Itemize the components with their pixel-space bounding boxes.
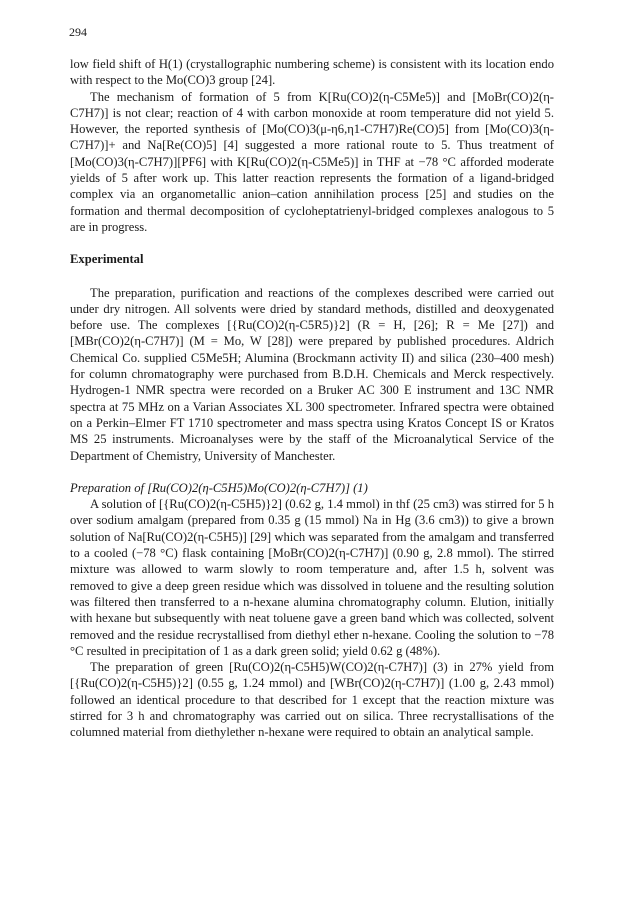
paragraph-experimental: The preparation, purification and reactions of the complexes described were carried out under dry nitrogen. All solvents were dried by standard methods, distilled and deoxygenated before use. The complexes [{Ru(CO)2(η-C5R5)}2] (R = H, [26]; R = Me [27]) and [MBr(CO)2(η-C7H7)] (M = Mo, W [28]) were prepared by published procedures. Aldrich Chemical Co. supplied C5Me5H; Alumina (Brockmann activity II) and silica (230–400 mesh) for column chromatography were purchased from B.D.H. Chemicals and Merck respectively. Hydrogen-1 NMR spectra were recorded on a Bruker AC 300 E instrument and 13C NMR spectra at 75 MHz on a Varian Associates XL 300 spectrometer. Infrared spectra were obtained on a Perkin–Elmer FT 1710 spectrometer and mass spectra using Kratos Concept IS or Kratos MS 25 instruments. Microanalyses were by the staff of the Microanalytical Service of the Department of Chemistry, University of Manchester. — [70, 285, 554, 463]
paragraph-preparation-1: A solution of [{Ru(CO)2(η-C5H5)}2] (0.62 g, 1.4 mmol) in thf (25 cm3) was stirred for 5 h over sodium amalgam (prepared from 0.35 g (15 mmol) Na in Hg (3.6 cm3)) to give a brown solution of Na[Ru(CO)2(η-C5H5)] [29] which was separated from the amalgam and transferred to a cooled (−78 °C) flask containing [MoBr(CO)2(η-C7H7)] (0.90 g, 2.8 mmol). The stirred mixture was allowed to warm slowly to room temperature and, after 1.5 h, solvent was removed to give a deep green residue which was dissolved in toluene and the resulting solution was filtered then transferred to a n-hexane alumina chromatography column. Elution, initially with hexane but subsequently with neat toluene gave a green band which was collected, solvent removed and the residue recrystallised from diethyl ether n-hexane. Cooling the solution to −78 °C resulted in precipitation of 1 as a dark green solid; yield 0.62 g (48%). — [70, 497, 554, 658]
article-body — [70, 56, 554, 741]
subsection-heading-preparation: Preparation of [Ru(CO)2(η-C5H5)Mo(CO)2(η-C7H7)] (1) — [70, 480, 368, 495]
section-heading-experimental: Experimental — [70, 252, 144, 267]
paragraph-mechanism: The mechanism of formation of 5 from K[Ru(CO)2(η-C5Me5)] and [MoBr(CO)2(η-C7H7)] is not clear; reaction of 4 with carbon monoxide at room temperature did not yield 5. However, the reported synthesis of [Mo(CO)3(μ-η6,η1-C7H7)Re(CO)5] from [Mo(CO)3(η-C7H7)]+ and Na[Re(CO)5] [4] suggested a more rational route to 5. Thus treatment of [Mo(CO)3(η-C7H7)][PF6] with K[Ru(CO)2(η-C5Me5)] in THF at −78 °C afforded moderate yields of 5 after work up. This latter reaction represents the formation of a ligand-bridged complex via an organometallic anion–cation annihilation process [25] and studies on the formation and thermal decomposition of cycloheptatrienyl-bridged complexes analogous to 5 are in progress. — [70, 89, 554, 234]
page-number: 294 — [69, 25, 87, 39]
paragraph-continued: low field shift of H(1) (crystallographic numbering scheme) is consistent with its location endo with respect to the Mo(CO)3 group [24]. — [70, 57, 554, 88]
paragraph-preparation-3: The preparation of green [Ru(CO)2(η-C5H5)W(CO)2(η-C7H7)] (3) in 27% yield from [{Ru(CO)2(η-C5H5)}2] (0.55 g, 1.24 mmol) and [WBr(CO)2(η-C7H7)] (1.00 g, 2.43 mmol) followed an identical procedure to that described for 1 except that the reaction mixture was stirred for 3 h and chromatography was carried out on silica. Three recrystallisations of the columned material from diethylether n-hexane were required to obtain an analytical sample. — [70, 660, 554, 740]
